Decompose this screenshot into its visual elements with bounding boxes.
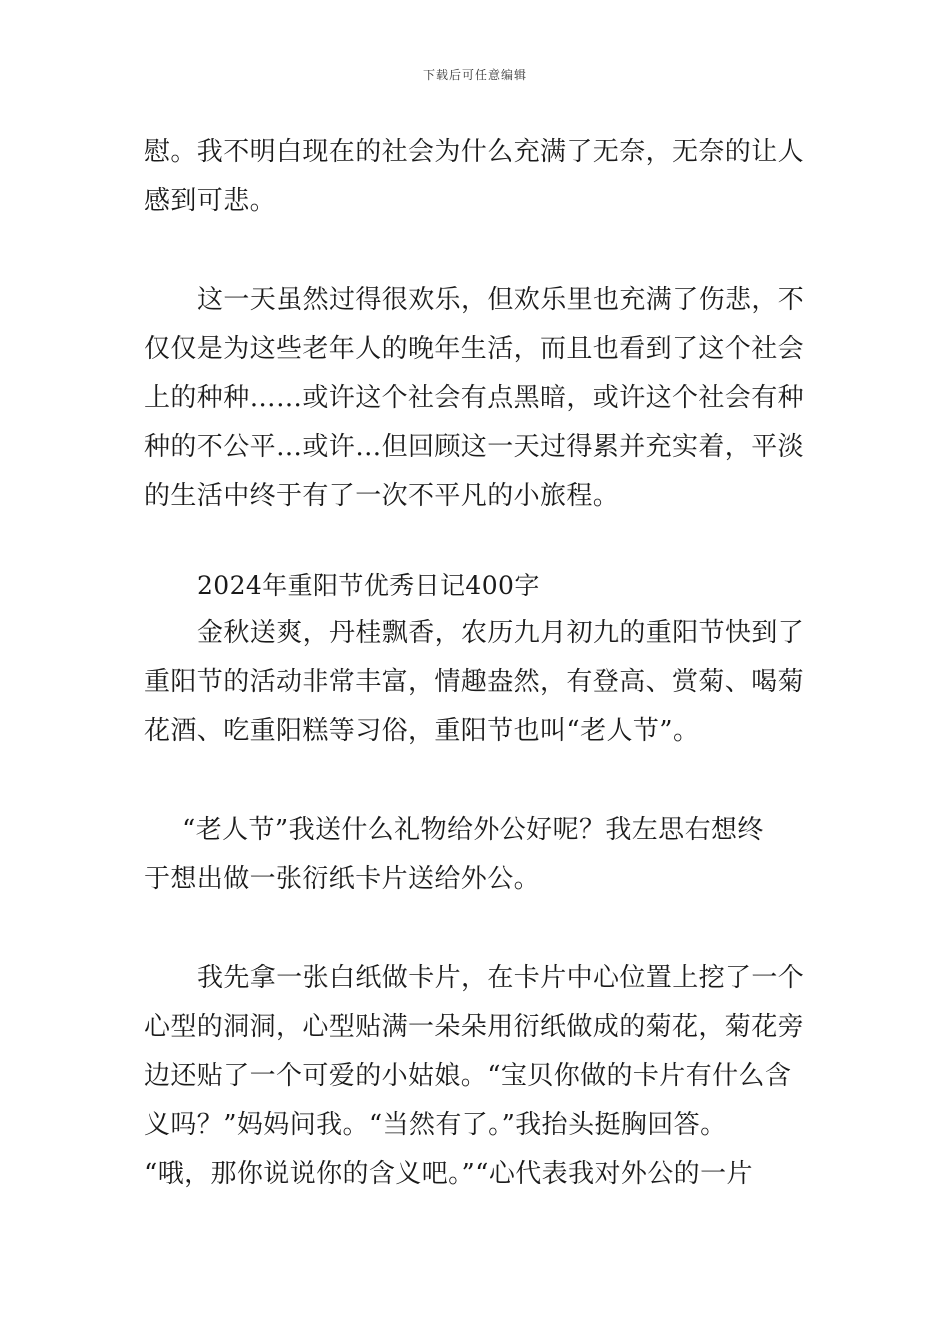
paragraph-4-line-1: “老人节”我送什么礼物给外公好呢？我左思右想终 xyxy=(182,815,764,845)
paragraph-1-line-1: 慰。我不明白现在的社会为什么充满了无奈，无奈的让人 xyxy=(144,137,805,167)
paragraph-4-line-2: 于想出做一张衍纸卡片送给外公。 xyxy=(144,864,541,894)
paragraph-gap xyxy=(144,226,808,276)
paragraph-gap xyxy=(144,904,808,954)
section-heading: 2024年重阳节优秀日记400字 xyxy=(197,571,540,600)
document-body xyxy=(144,128,808,1199)
paragraph-3-line-3: 花酒、吃重阳糕等习俗，重阳节也叫“老人节”。 xyxy=(144,716,700,746)
page-header-note: 下载后可任意编辑 xyxy=(422,68,527,82)
paragraph-5-line-2: 心型的洞洞，心型贴满一朵朵用衍纸做成的菊花，菊花旁 xyxy=(144,1012,805,1042)
paragraph-2-line-4: 种的不公平…或许…但回顾这一天过得累并充实着，平淡 xyxy=(144,432,805,462)
paragraph-3-line-2: 重阳节的活动非常丰富，情趣盎然，有登高、赏菊、喝菊 xyxy=(144,667,805,697)
paragraph-2-line-3: 上的种种……或许这个社会有点黑暗，或许这个社会有种 xyxy=(144,383,805,413)
paragraph-gap xyxy=(144,521,808,563)
paragraph-gap xyxy=(144,756,808,806)
paragraph-1-line-2: 感到可悲。 xyxy=(144,186,277,216)
paragraph-5-line-5: “哦，那你说说你的含义吧。”“心代表我对外公的一片 xyxy=(144,1159,753,1189)
paragraph-5-line-1: 我先拿一张白纸做卡片，在卡片中心位置上挖了一个 xyxy=(197,963,805,993)
paragraph-3-line-1: 金秋送爽，丹桂飘香，农历九月初九的重阳节快到了 xyxy=(197,618,805,648)
paragraph-2-line-1: 这一天虽然过得很欢乐，但欢乐里也充满了伤悲，不 xyxy=(197,285,805,315)
paragraph-5-line-4: 义吗？”妈妈问我。“当然有了。”我抬头挺胸回答。 xyxy=(144,1110,727,1140)
paragraph-5-line-3: 边还贴了一个可爱的小姑娘。“宝贝你做的卡片有什么含 xyxy=(144,1061,792,1091)
paragraph-2-line-5: 的生活中终于有了一次不平凡的小旅程。 xyxy=(144,481,620,511)
paragraph-2-line-2: 仅仅是为这些老年人的晚年生活，而且也看到了这个社会 xyxy=(144,334,805,364)
